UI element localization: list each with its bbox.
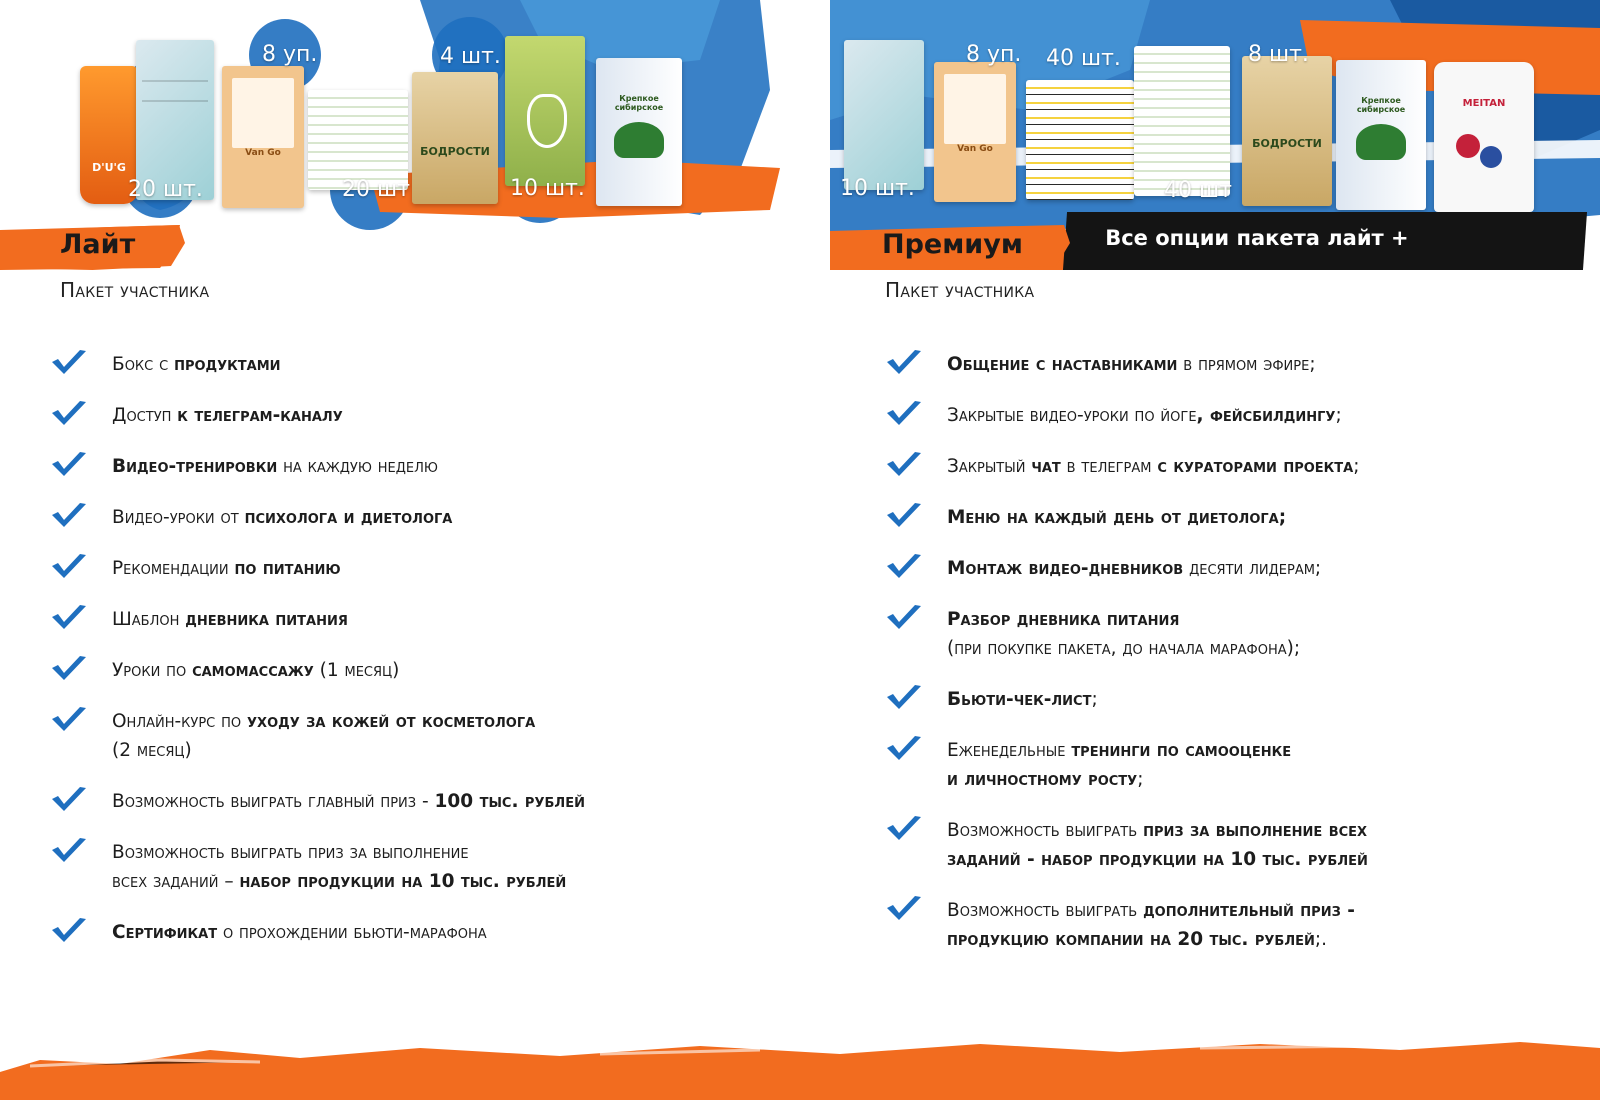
feature-text-bold: дневника питания: [185, 609, 348, 630]
feature-text-bold: чат: [1031, 456, 1061, 477]
feature-text-bold: продуктами: [174, 354, 281, 375]
feature-text: (при покупке пакета, до начала марафона);: [947, 638, 1301, 659]
feature-text: ;: [1137, 769, 1144, 790]
van-go-patch-product: Van Go: [934, 62, 1016, 202]
feature-text-bold: набор продукции на 10 тыс. рублей: [239, 871, 567, 892]
count-label: 10 шт.: [510, 176, 585, 201]
count-label: 20 шт: [342, 177, 410, 202]
feature-text-bold: психолога и диетолога: [244, 507, 453, 528]
check-icon: [885, 450, 923, 482]
bodrosti-box-product: БОДРОСТИ: [1242, 56, 1332, 206]
premium-feature-list: [885, 350, 1585, 976]
siberian-tea-box-product: Крепкое сибирское: [1336, 60, 1426, 210]
lite-subtitle: Пакет участника: [60, 278, 210, 302]
feature-text: Бокс с: [112, 354, 175, 375]
feature-text: ;.: [1314, 929, 1328, 950]
feature-text: на каждую неделю: [277, 456, 438, 477]
feature-text-bold: продукцию компании на 20 тыс. рублей: [947, 929, 1315, 950]
feature-text: Видео-уроки от: [112, 507, 245, 528]
feature-text: Рекомендации: [112, 558, 235, 579]
feature-text: Доступ: [112, 405, 178, 426]
check-icon: [50, 654, 88, 686]
feature-item: [885, 401, 1585, 430]
check-icon: [885, 552, 923, 584]
feature-item: [50, 918, 790, 947]
feature-text: Возможность выиграть главный приз -: [112, 791, 435, 812]
stick-sachets-product: [1026, 80, 1134, 200]
premium-title: Премиум: [882, 229, 1023, 260]
premium-extra-badge: [1063, 212, 1587, 270]
lite-feature-list: [50, 350, 790, 969]
van-go-patch-product: Van Go: [222, 66, 304, 208]
count-label: 8 уп.: [966, 42, 1022, 67]
check-icon: [885, 348, 923, 380]
check-icon: [50, 501, 88, 533]
feature-text-bold: Видео-тренировки: [112, 456, 278, 477]
feature-text: ;: [1091, 689, 1098, 710]
feature-text: всех заданий –: [112, 871, 240, 892]
feature-text: Закрытый: [947, 456, 1032, 477]
feature-text-bold: приз за выполнение всех: [1143, 820, 1368, 841]
feature-item: [885, 605, 1585, 663]
count-label: 40 шт.: [1046, 46, 1121, 71]
feature-text-bold: дополнительный приз -: [1143, 900, 1355, 921]
feature-text: о прохождении бьюти-марафона: [217, 922, 487, 943]
check-icon: [885, 814, 923, 846]
feature-text-bold: , фейсбилдингу: [1196, 405, 1336, 426]
feature-text-bold: Монтаж видео-дневников: [947, 558, 1184, 579]
feature-text-bold: и личностному росту: [947, 769, 1138, 790]
feature-text: в телеграм: [1060, 456, 1158, 477]
feature-text: в прямом эфире;: [1177, 354, 1316, 375]
mask-pack-product: [136, 40, 214, 200]
feature-item: [50, 787, 790, 816]
check-icon: [50, 552, 88, 584]
feature-text: (2 месяц): [112, 740, 192, 761]
feature-item: [50, 554, 790, 583]
stick-sachets-green-product: [1134, 46, 1230, 196]
check-icon: [50, 705, 88, 737]
count-label: 10 шт.: [840, 176, 915, 201]
siberian-tea-box-product: Крепкое сибирское: [596, 58, 682, 206]
check-icon: [885, 683, 923, 715]
premium-products-banner: [830, 0, 1600, 270]
count-label: 40 шт: [1164, 178, 1232, 203]
feature-item: [885, 452, 1585, 481]
check-icon: [885, 501, 923, 533]
check-icon: [885, 894, 923, 926]
feature-text: десяти лидерам;: [1183, 558, 1322, 579]
check-icon: [885, 734, 923, 766]
feature-text-bold: Меню на каждый день от диетолога;: [947, 507, 1287, 528]
check-icon: [885, 603, 923, 635]
feature-text-bold: Сертификат: [112, 922, 218, 943]
cream-tube-product: D'U'G: [80, 66, 138, 204]
feature-item: [885, 896, 1585, 954]
check-icon: [50, 450, 88, 482]
check-icon: [885, 399, 923, 431]
count-label: 20 шт.: [128, 177, 203, 202]
feature-item: [50, 605, 790, 634]
feature-item: [50, 350, 790, 379]
premium-subtitle: Пакет участника: [885, 278, 1035, 302]
check-icon: [50, 348, 88, 380]
feature-text-bold: самомассажу: [192, 660, 314, 681]
check-icon: [50, 603, 88, 635]
lite-products-banner: [0, 0, 800, 270]
feature-item: [50, 656, 790, 685]
check-icon: [50, 399, 88, 431]
feature-text: Закрытые видео-уроки по йоге: [947, 405, 1197, 426]
feature-item: [50, 452, 790, 481]
count-label: 8 шт.: [1248, 42, 1309, 67]
feature-item: [885, 816, 1585, 874]
feature-text: Онлайн-курс по: [112, 711, 248, 732]
feature-text-bold: заданий - набор продукции на 10 тыс. рублей: [947, 849, 1368, 870]
feature-text: Шаблон: [112, 609, 186, 630]
premium-package-column: [830, 0, 1600, 1100]
lite-title-badge: [0, 225, 185, 270]
feature-item: [50, 707, 790, 765]
feature-item: [885, 685, 1585, 714]
feature-text: Возможность выиграть приз за выполнение: [112, 842, 469, 863]
feature-text-bold: Бьюти-чек-лист: [947, 689, 1092, 710]
premium-extra-label: Все опции пакета лайт +: [1105, 226, 1409, 250]
feature-text: ;: [1335, 405, 1342, 426]
meitan-pouch-product: MEITAN: [1434, 62, 1534, 212]
mask-pack-product: [844, 40, 924, 190]
count-label: 4 шт.: [440, 44, 501, 69]
count-label: 8 уп.: [262, 42, 318, 67]
feature-item: [885, 736, 1585, 794]
feature-text-bold: Разбор дневника питания: [947, 609, 1180, 630]
premium-title-badge: [830, 225, 1070, 270]
feature-item: [885, 503, 1585, 532]
feature-item: [50, 838, 790, 896]
bottom-brush-decoration: [0, 1020, 1600, 1100]
feature-text: (1 месяц): [313, 660, 400, 681]
feature-text-bold: Общение с наставниками: [947, 354, 1178, 375]
check-icon: [50, 785, 88, 817]
check-icon: [50, 916, 88, 948]
feature-item: [50, 401, 790, 430]
feature-text: Уроки по: [112, 660, 193, 681]
stick-sachets-product: [308, 90, 408, 190]
lite-title: Лайт: [60, 229, 136, 260]
feature-text-bold: к телеграм-каналу: [177, 405, 343, 426]
feature-text-bold: по питанию: [234, 558, 341, 579]
feature-item: [885, 554, 1585, 583]
feature-text: Возможность выиграть: [947, 820, 1144, 841]
bodrosti-box-product: БОДРОСТИ: [412, 72, 498, 204]
feature-item: [50, 503, 790, 532]
feature-text-bold: уходу за кожей от косметолога: [247, 711, 536, 732]
feature-text: ;: [1353, 456, 1360, 477]
foot-patch-product: [505, 36, 585, 186]
feature-text: Возможность выиграть: [947, 900, 1144, 921]
feature-item: [885, 350, 1585, 379]
feature-text-bold: 100 тыс. рублей: [434, 791, 585, 812]
feature-text-bold: тренинги по самооценке: [1071, 740, 1292, 761]
check-icon: [50, 836, 88, 868]
feature-text-bold: с кураторами проекта: [1157, 456, 1354, 477]
feature-text: Еженедельные: [947, 740, 1072, 761]
